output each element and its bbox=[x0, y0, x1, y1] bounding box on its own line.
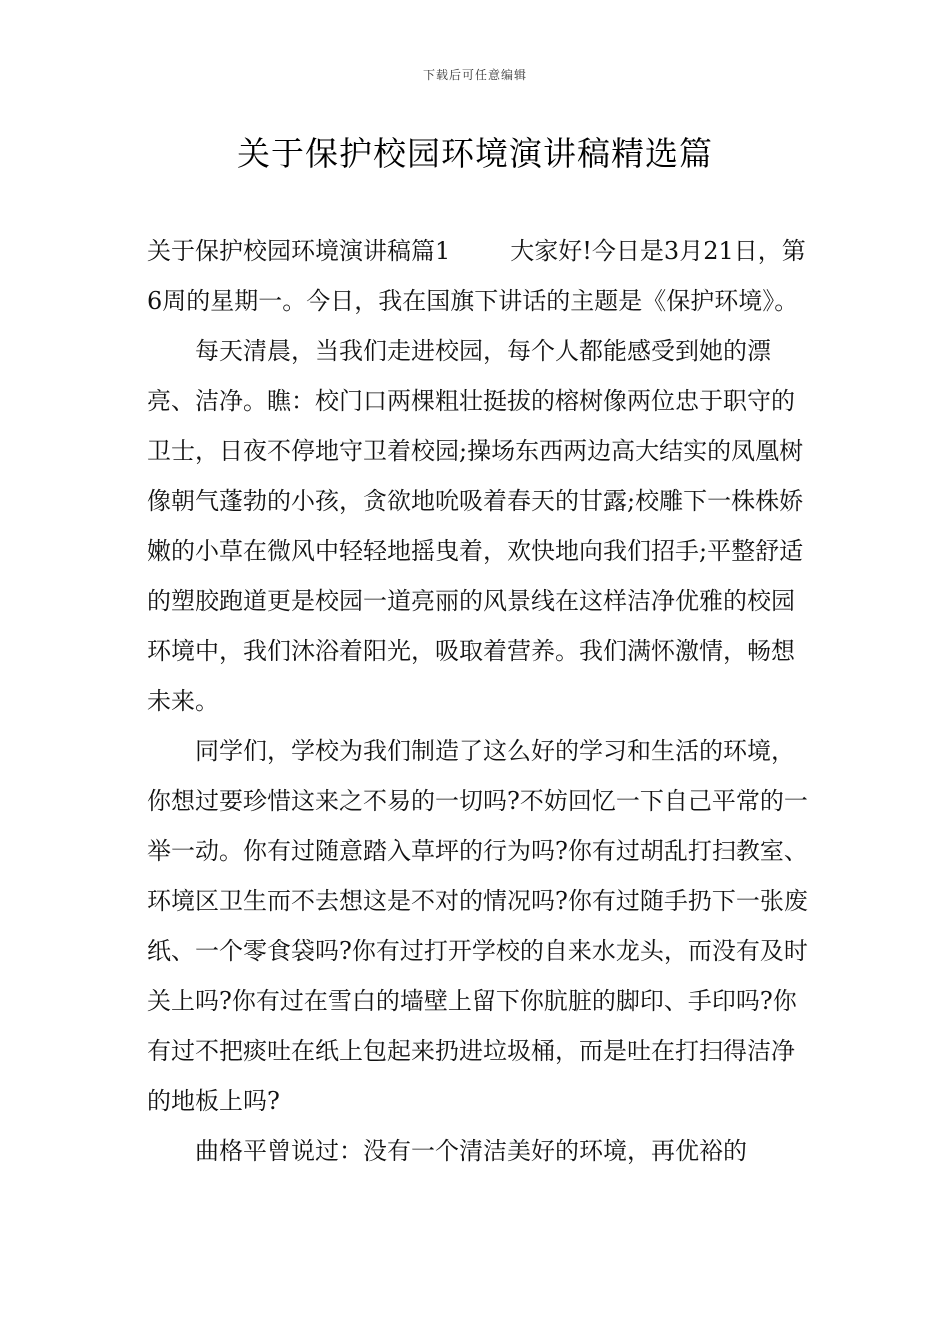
intro-text: 大家好!今日是3月21日，第6周的星期一。今日，我在国旗下讲话的主题是《保护环境》。 bbox=[147, 237, 806, 315]
document-body bbox=[147, 226, 817, 1176]
header-note: 下载后可任意编辑 bbox=[422, 68, 527, 82]
body-paragraph-1: 每天清晨，当我们走进校园，每个人都能感受到她的漂亮、洁净。瞧：校门口两棵粗壮挺拔的榕树像两位忠于职守的卫士，日夜不停地守卫着校园;操场东西两边高大结实的凤凰树像朝气蓬勃的小孩，贪欲地吮吸着春天的甘露;校雕下一株株娇嫩的小草在微风中轻轻地摇曳着，欢快地向我们招手;平整舒适的塑胶跑道更是校园一道亮丽的风景线在这样洁净优雅的校园环境中，我们沐浴着阳光，吸取着营养。我们满怀激情，畅想未来。 bbox=[147, 337, 804, 715]
intro-paragraph bbox=[147, 226, 817, 326]
body-paragraph-3: 曲格平曾说过：没有一个清洁美好的环境，再优裕的 bbox=[195, 1137, 747, 1165]
intro-heading: 关于保护校园环境演讲稿篇1 bbox=[147, 237, 451, 265]
document-title: 关于保护校园环境演讲稿精选篇 bbox=[237, 134, 713, 173]
body-paragraph-2: 同学们，学校为我们制造了这么好的学习和生活的环境，你想过要珍惜这来之不易的一切吗?不妨回忆一下自己平常的一举一动。你有过随意踏入草坪的行为吗?你有过胡乱打扫教室、环境区卫生而不去想这是不对的情况吗?你有过随手扔下一张废纸、一个零食袋吗?你有过打开学校的自来水龙头，而没有及时关上吗?你有过在雪白的墙壁上留下你肮脏的脚印、手印吗?你有过不把痰吐在纸上包起来扔进垃圾桶，而是吐在打扫得洁净的地板上吗? bbox=[147, 737, 808, 1115]
